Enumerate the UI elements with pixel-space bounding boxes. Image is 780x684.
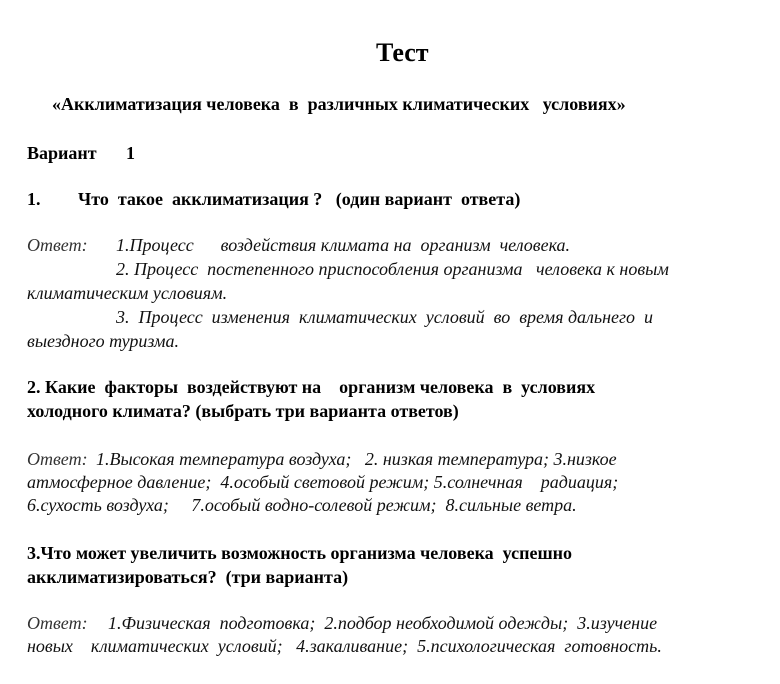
question-2-line-1: 2. Какие факторы воздействуют на организм человека в условиях: [27, 377, 596, 397]
variant-number: 1: [126, 143, 135, 163]
answer-1-line-5: выездного туризма.: [27, 331, 179, 351]
answer-1-label: Ответ:: [27, 235, 88, 255]
answer-2-line-1: 1.Высокая температура воздуха; 2. низкая температура; 3.низкое: [96, 449, 617, 469]
test-subtitle: «Акклиматизация человека в различных климатических условиях»: [52, 94, 626, 114]
question-3-line-1: 3.Что может увеличить возможность организма человека успешно: [27, 543, 573, 563]
question-3-line-2: акклиматизироваться? (три варианта): [27, 567, 349, 587]
question-1-number: 1.: [27, 189, 41, 209]
answer-1-line-3: климатическим условиям.: [27, 283, 228, 303]
variant-label: Вариант: [27, 143, 97, 163]
page-title: Тест: [376, 38, 429, 67]
answer-2-label: Ответ:: [27, 449, 88, 469]
answer-2-line-3: 6.сухость воздуха; 7.особый водно-солевой режим; 8.сильные ветра.: [27, 495, 577, 515]
answer-2-line-2: атмосферное давление; 4.особый световой режим; 5.солнечная радиация;: [27, 472, 619, 492]
answer-1-line-1: 1.Процесс воздействия климата на организм человека.: [116, 235, 571, 255]
answer-1-line-4: 3. Процесс изменения климатических условий во время дальнего и: [116, 307, 654, 327]
answer-3-label: Ответ:: [27, 613, 88, 633]
question-1-text: Что такое акклиматизация ? (один вариант ответа): [78, 189, 521, 209]
question-2-line-2: холодного климата? (выбрать три варианта ответов): [27, 401, 459, 421]
answer-3-line-2: новых климатических условий; 4.закаливание; 5.психологическая готовность.: [27, 636, 662, 656]
answer-3-line-1: 1.Физическая подготовка; 2.подбор необходимой одежды; 3.изучение: [108, 613, 658, 633]
answer-1-line-2: 2. Процесс постепенного приспособления организма человека к новым: [116, 259, 669, 279]
